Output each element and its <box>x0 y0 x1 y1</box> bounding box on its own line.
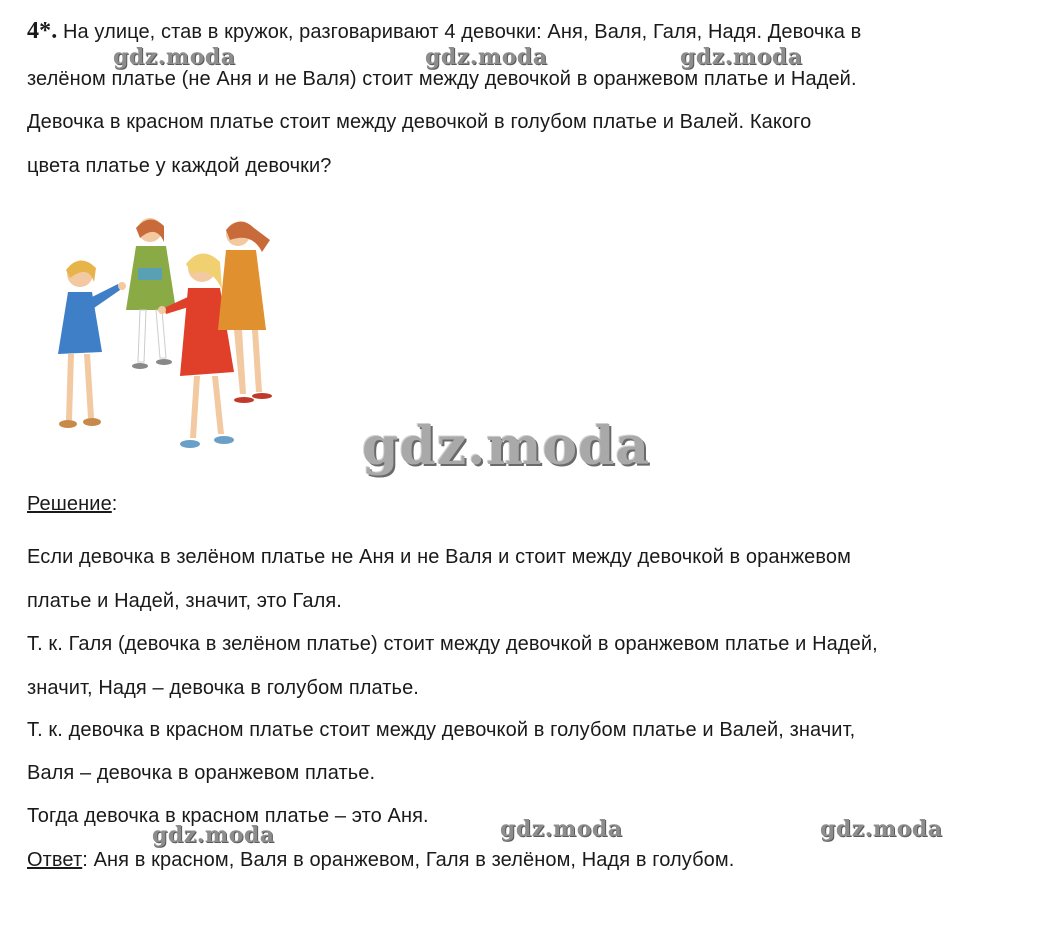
problem-number: 4*. <box>27 18 58 44</box>
solution-line-4: значит, Надя – девочка в голубом платье. <box>27 677 419 699</box>
problem-line-4: цвета платье у каждой девочки? <box>27 155 332 177</box>
answer-line <box>27 849 734 872</box>
solution-line-3: Т. к. Галя (девочка в зелёном платье) стоит между девочкой в оранжевом платье и Надей, <box>27 633 878 655</box>
watermark-large: gdz.moda <box>362 416 651 477</box>
problem-line-2: зелёном платье (не Аня и не Валя) стоит между девочкой в оранжевом платье и Надей. <box>27 68 857 90</box>
solution-heading-line <box>27 493 117 516</box>
solution-line-2: платье и Надей, значит, это Галя. <box>27 590 342 612</box>
solution-heading: Решение <box>27 493 112 515</box>
problem-text-1: На улице, став в кружок, разговаривают 4 девочки: Аня, Валя, Галя, Надя. Девочка в <box>62 21 862 43</box>
four-girls-illustration <box>30 212 290 460</box>
answer-label: Ответ <box>27 849 83 871</box>
solution-line-7: Тогда девочка в красном платье – это Аня. <box>27 805 429 827</box>
watermark-2: gdz.moda <box>425 44 548 70</box>
watermark-3: gdz.moda <box>680 44 803 70</box>
solution-heading-colon: : <box>111 493 118 515</box>
problem-line-1 <box>27 18 861 45</box>
girl-green-dress <box>126 218 176 369</box>
watermark-6: gdz.moda <box>820 816 943 842</box>
watermark-5: gdz.moda <box>500 816 623 842</box>
solution-line-1: Если девочка в зелёном платье не Аня и не Валя и стоит между девочкой в оранжевом <box>27 546 851 568</box>
girl-orange-dress <box>218 221 272 403</box>
answer-text: : Аня в красном, Валя в оранжевом, Галя в зелёном, Надя в голубом. <box>82 849 735 871</box>
problem-line-3: Девочка в красном платье стоит между девочкой в голубом платье и Валей. Какого <box>27 111 812 133</box>
solution-line-6: Валя – девочка в оранжевом платье. <box>27 762 376 784</box>
solution-line-5: Т. к. девочка в красном платье стоит между девочкой в голубом платье и Валей, значит, <box>27 719 856 741</box>
watermark-1: gdz.moda <box>113 44 236 70</box>
girl-blue-dress <box>58 260 126 428</box>
watermark-4: gdz.moda <box>152 822 275 848</box>
